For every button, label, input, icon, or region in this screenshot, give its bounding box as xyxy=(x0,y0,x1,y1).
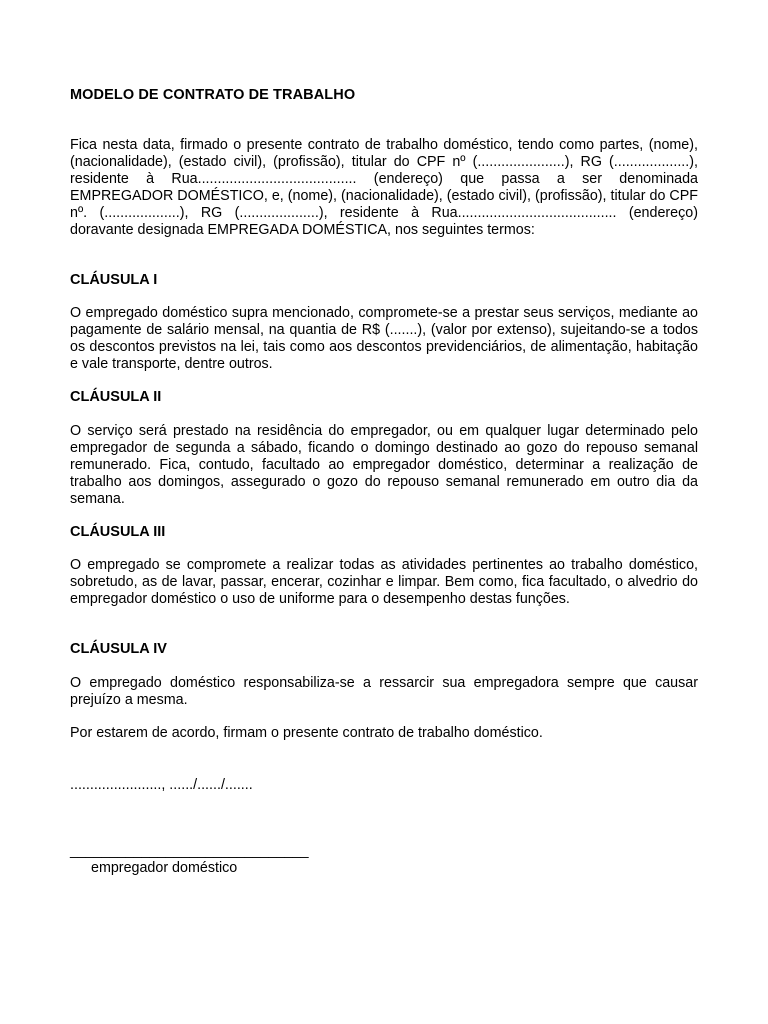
clause-2-text: O serviço será prestado na residência do empregador, ou em qualquer lugar determinado pelo empregador de segunda a sábado, ficando o domingo destinado ao gozo do repouso semanal remunerado. Fica, contudo, facultado ao empregador doméstico, determinar a realização de trabalho aos domingos, assegurado o gozo do repouso semanal remunerado em outro dia da semana. xyxy=(70,423,698,507)
clause-4-heading: CLÁUSULA IV xyxy=(70,641,167,657)
signature-label: empregador doméstico xyxy=(91,860,238,876)
intro-paragraph: Fica nesta data, firmado o presente contrato de trabalho doméstico, tendo como partes, (nome), (nacionalidade), (estado civil), (profissão), titular do CPF nº (......................), RG (...................), residente à Rua........................................ (endereço) que passa a ser denominada EMPREGADOR DOMÉSTICO, e, (nome), (nacionalidade), (estado civil), (profissão), titular do CPF nº. (...................), RG (....................), residente à Rua........................................ (endereço) doravante designada EMPREGADA DOMÉSTICA, nos seguintes termos: xyxy=(70,137,698,238)
clause-1-heading: CLÁUSULA I xyxy=(70,272,158,288)
clause-1-text: O empregado doméstico supra mencionado, compromete-se a prestar seus serviços, mediante ao pagamente de salário mensal, na quantia de R$ (.......), (valor por extenso), sujeitando-se a todos os descontos previstos na lei, tais como aos descontos previdenciários, de alimentação, habitação e vale transporte, dentre outros. xyxy=(70,305,698,372)
clause-3-text: O empregado se compromete a realizar todas as atividades pertinentes ao trabalho doméstico, sobretudo, as de lavar, passar, encerar, cozinhar e limpar. Bem como, fica facultado, o alvedrio do empregador doméstico o uso de uniforme para o desempenho destas funções. xyxy=(70,557,698,607)
signature-line: ______________________________ xyxy=(70,843,309,859)
document-title: MODELO DE CONTRATO DE TRABALHO xyxy=(70,87,356,103)
clause-3-heading: CLÁUSULA III xyxy=(70,524,166,540)
clause-2-heading: CLÁUSULA II xyxy=(70,389,162,405)
clause-4-text: O empregado doméstico responsabiliza-se a ressarcir sua empregadora sempre que causar prejuízo a mesma. xyxy=(70,675,698,708)
closing-paragraph: Por estarem de acordo, firmam o presente contrato de trabalho doméstico. xyxy=(70,725,543,741)
document-page xyxy=(70,0,698,1024)
date-line: ......................., ....../....../....... xyxy=(70,777,253,793)
